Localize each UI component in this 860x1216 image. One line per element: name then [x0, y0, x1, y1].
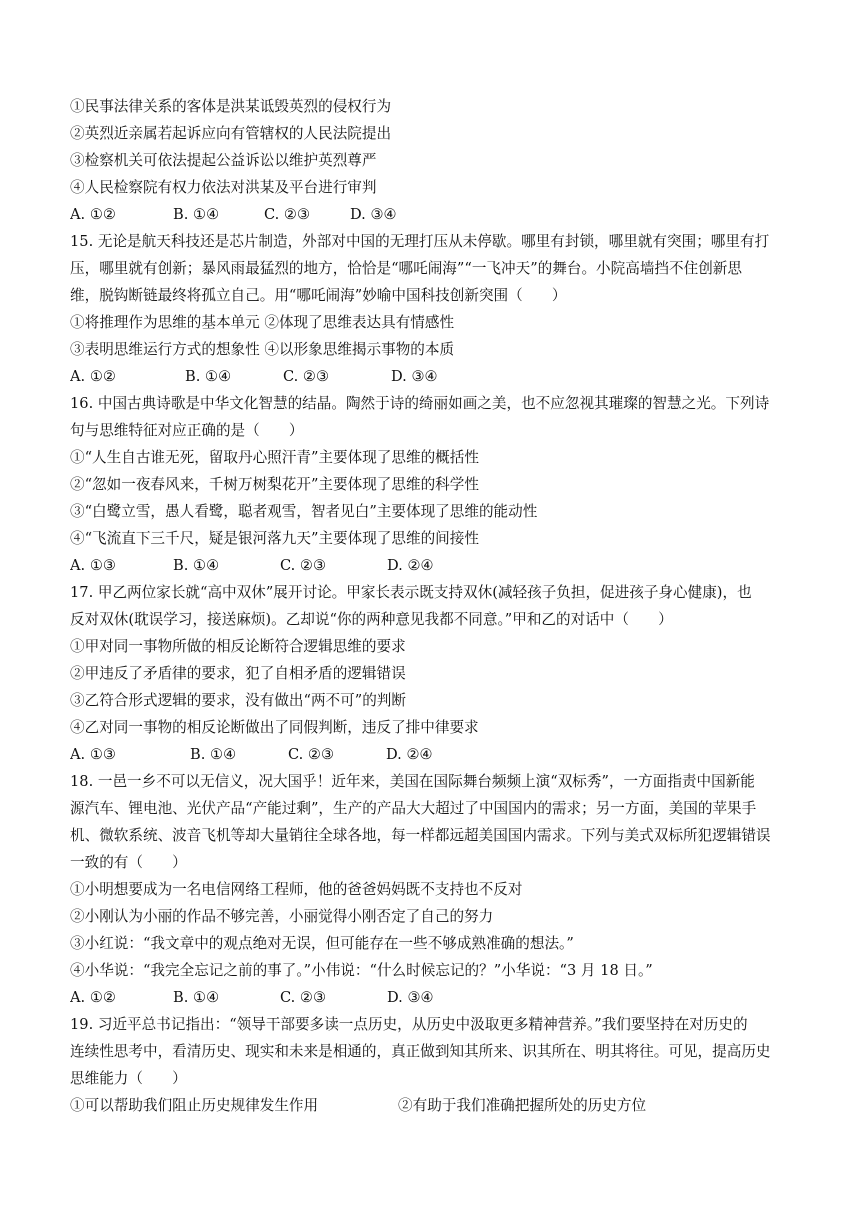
q19-stem-line-2: 连续性思考中，看清历史、现实和未来是相通的，真正做到知其所来、识其所在、明其将往。可见，提高历史 [70, 1043, 771, 1060]
q16-option-2: ②“忽如一夜春风来，千树万树梨花开”主要体现了思维的科学性 [70, 476, 479, 493]
q16-stem-line-2: 句与思维特征对应正确的是（ ） [70, 422, 304, 439]
q18-choice-d: D. ③④ [387, 989, 434, 1006]
q16-choice-d: D. ②④ [387, 557, 434, 574]
q18-choice-c: C. ②③ [280, 989, 327, 1006]
q14-choices [70, 201, 800, 228]
q14-choice-b: B. ①④ [173, 206, 220, 223]
q18-option-1: ①小明想要成为一名电信网络工程师，他的爸爸妈妈既不支持也不反对 [70, 881, 523, 898]
q17-option-2: ②甲违反了矛盾律的要求，犯了自相矛盾的逻辑错误 [70, 665, 406, 682]
q19-options-row [70, 1092, 800, 1119]
q16-choice-a: A. ①③ [70, 557, 116, 574]
q14-choice-d: D. ③④ [350, 206, 397, 223]
q14-option-2: ②英烈近亲属若起诉应向有管辖权的人民法院提出 [70, 125, 392, 142]
q18-choices [70, 984, 800, 1011]
q16-option-4: ④“飞流直下三千尺，疑是银河落九天”主要体现了思维的间接性 [70, 530, 479, 547]
q19-stem-line-1: 19. 习近平总书记指出：“领导干部要多读一点历史，从历史中汲取更多精神营养。”我们要坚持在对历史的 [70, 1016, 748, 1033]
q17-stem-line-2: 反对双休(耽误学习，接送麻烦)。乙却说“你的两种意见我都不同意。”甲和乙的对话中（ ） [70, 611, 673, 628]
q15-choice-b: B. ①④ [185, 368, 232, 385]
q15-choices [70, 363, 800, 390]
q15-stem-line-2: 压，哪里就有创新；暴风雨最猛烈的地方，恰恰是“哪吒闹海”“一飞冲天”的舞台。小院高墙挡不住创新思 [70, 260, 742, 277]
q17-choice-b: B. ①④ [190, 746, 237, 763]
q16-choice-c: C. ②③ [280, 557, 327, 574]
q15-stem-line-3: 维，脱钩断链最终将孤立自己。用“哪吒闹海”妙喻中国科技创新突围（ ） [70, 287, 567, 304]
q18-stem-line-3: 机、微软系统、波音飞机等却大量销往全球各地，每一样都远超美国国内需求。下列与美式双标所犯逻辑错误 [70, 827, 771, 844]
q16-stem-line-1: 16. 中国古典诗歌是中华文化智慧的结晶。陶然于诗的绮丽如画之美，也不应忽视其璀璨的智慧之光。下列诗 [70, 395, 770, 412]
q17-option-4: ④乙对同一事物的相反论断做出了同假判断，违反了排中律要求 [70, 719, 479, 736]
q17-option-3: ③乙符合形式逻辑的要求，没有做出“两不可”的判断 [70, 692, 406, 709]
q18-option-4: ④小华说：“我完全忘记之前的事了。”小伟说：“什么时候忘记的？”小华说：“3 月 18 日。” [70, 962, 653, 979]
q14-option-4: ④人民检察院有权力依法对洪某及平台进行审判 [70, 179, 377, 196]
q15-options-1: ①将推理作为思维的基本单元 ②体现了思维表达具有情感性 [70, 314, 455, 331]
q18-option-3: ③小红说：“我文章中的观点绝对无误，但可能存在一些不够成熟准确的想法。” [70, 935, 574, 952]
q19-option-1: ①可以帮助我们阻止历史规律发生作用 [70, 1097, 319, 1114]
q16-choice-b: B. ①④ [173, 557, 220, 574]
q18-option-2: ②小刚认为小丽的作品不够完善，小丽觉得小刚否定了自己的努力 [70, 908, 494, 925]
q17-option-1: ①甲对同一事物所做的相反论断符合逻辑思维的要求 [70, 638, 406, 655]
q17-choice-d: D. ②④ [386, 746, 433, 763]
q16-choices [70, 552, 800, 579]
q16-option-1: ①“人生自古谁无死，留取丹心照汗青”主要体现了思维的概括性 [70, 449, 479, 466]
q19-stem-line-3: 思维能力（ ） [70, 1070, 187, 1087]
exam-content [70, 93, 800, 1119]
q14-choice-a: A. ①② [70, 206, 116, 223]
q18-stem-line-2: 源汽车、锂电池、光伏产品“产能过剩”，生产的产品大大超过了中国国内的需求；另一方面，美国的苹果手 [70, 800, 757, 817]
q15-choice-a: A. ①② [70, 368, 116, 385]
q17-choice-c: C. ②③ [288, 746, 335, 763]
q18-stem-line-4: 一致的有（ ） [70, 854, 187, 871]
q18-stem-line-1: 18. 一邑一乡不可以无信义，况大国乎！近年来，美国在国际舞台频频上演“双标秀”，一方面指责中国新能 [70, 773, 755, 790]
q15-options-2: ③表明思维运行方式的想象性 ④以形象思维揭示事物的本质 [70, 341, 455, 358]
q14-option-1: ①民事法律关系的客体是洪某诋毁英烈的侵权行为 [70, 98, 392, 115]
q18-choice-a: A. ①② [70, 989, 116, 1006]
q15-stem-line-1: 15. 无论是航天科技还是芯片制造，外部对中国的无理打压从未停歇。哪里有封锁，哪里就有突围；哪里有打 [70, 233, 770, 250]
q18-choice-b: B. ①④ [173, 989, 220, 1006]
q17-stem-line-1: 17. 甲乙两位家长就“高中双休”展开讨论。甲家长表示既支持双休(减轻孩子负担，促进孩子身心健康)，也 [70, 584, 752, 601]
q19-option-2: ②有助于我们准确把握所处的历史方位 [398, 1097, 647, 1114]
q16-option-3: ③“白鹭立雪，愚人看鹭，聪者观雪，智者见白”主要体现了思维的能动性 [70, 503, 538, 520]
q15-choice-c: C. ②③ [283, 368, 330, 385]
q17-choices [70, 741, 800, 768]
q14-option-3: ③检察机关可依法提起公益诉讼以维护英烈尊严 [70, 152, 377, 169]
q15-choice-d: D. ③④ [391, 368, 438, 385]
q14-choice-c: C. ②③ [264, 206, 311, 223]
q17-choice-a: A. ①③ [70, 746, 116, 763]
